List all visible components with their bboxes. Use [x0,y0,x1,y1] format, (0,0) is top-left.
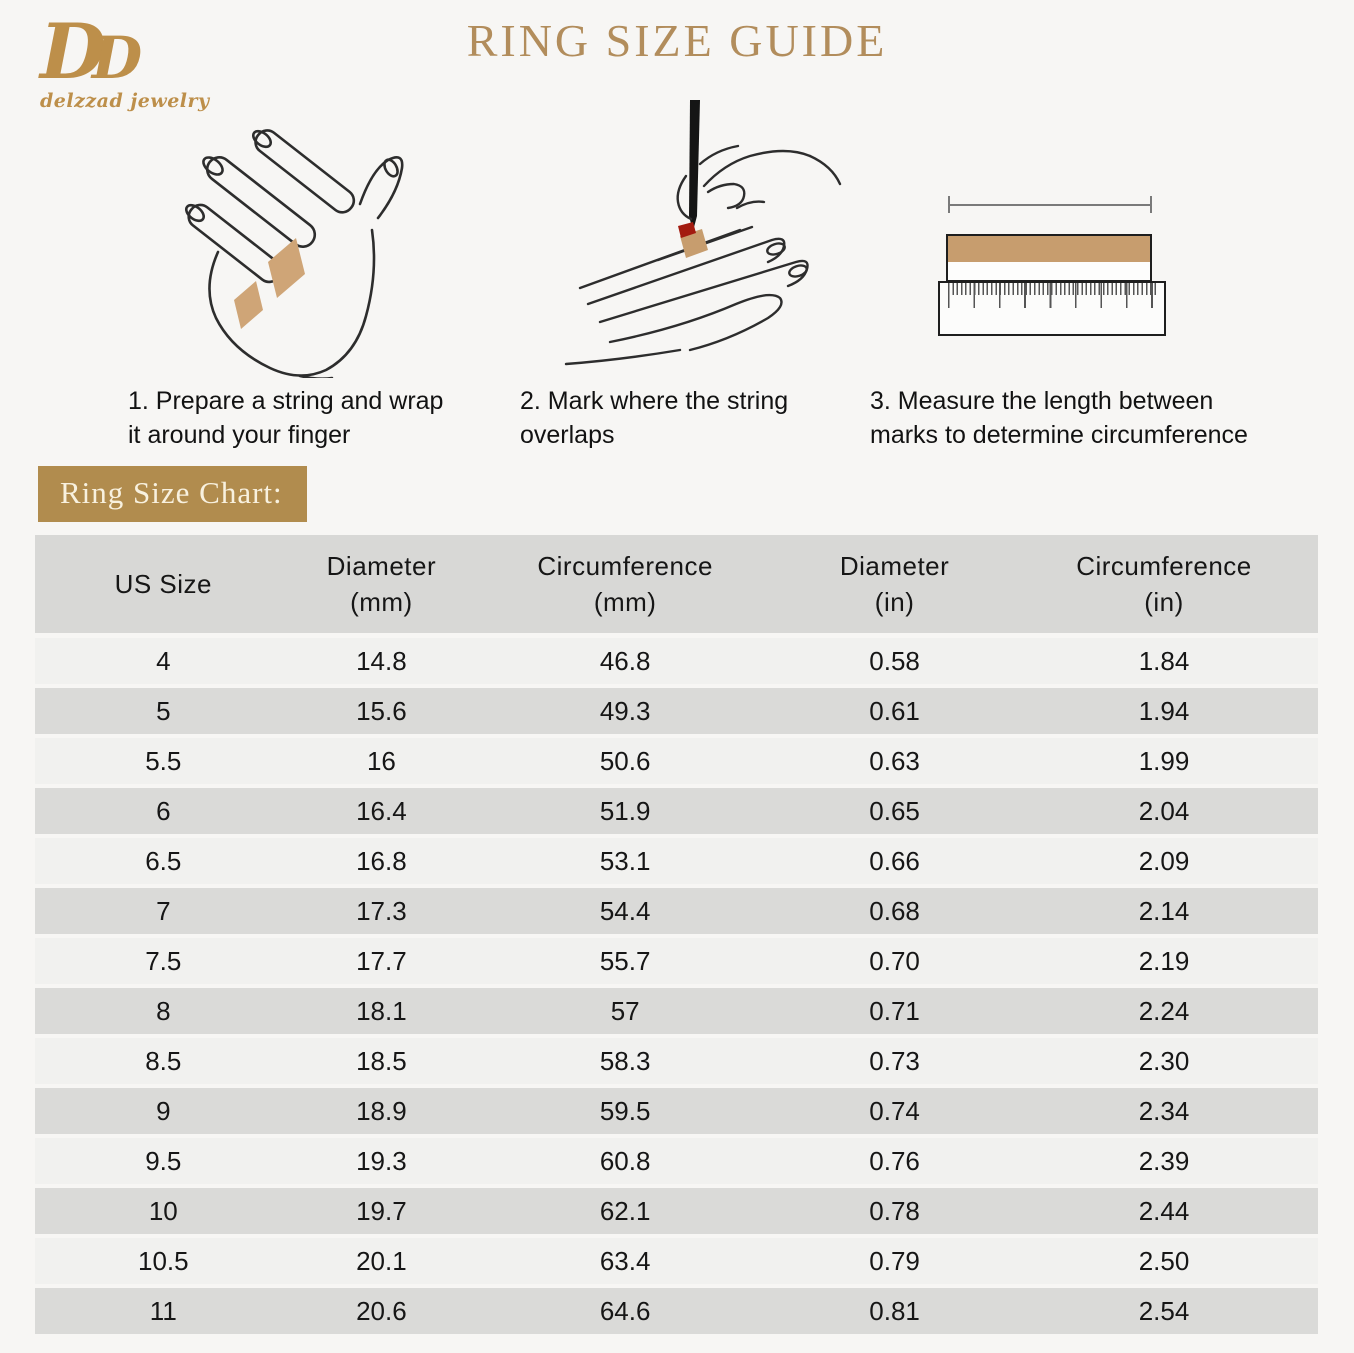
hand-string-icon [150,112,470,378]
table-cell: 5 [156,695,171,726]
page-title: RING SIZE GUIDE [466,15,888,66]
step-caption-1 [128,384,488,452]
header-line: Circumference [1076,551,1252,581]
table-cell: 2.19 [1138,945,1190,976]
table-row [35,1088,1318,1134]
table-cell: 9.5 [145,1145,182,1176]
table-cell: 16 [366,745,396,776]
table-cell: 0.58 [869,645,920,676]
ruler-icon [938,281,1166,336]
table-cell: 0.68 [869,895,920,926]
table-row [35,1238,1318,1284]
table-cell: 50.6 [599,745,651,776]
table-cell: 2.39 [1138,1145,1190,1176]
table-cell: 49.3 [599,695,651,726]
table-cell: 2.14 [1138,895,1190,926]
step-caption-2 [520,384,850,452]
table-cell: 2.50 [1138,1245,1190,1276]
table-cell: 0.78 [869,1195,920,1226]
table-cell: 15.6 [356,695,407,726]
table-cell: 54.4 [599,895,651,926]
table-cell: 8 [156,995,171,1026]
table-cell: 57 [610,995,640,1026]
table-row [35,638,1318,684]
table-cell: 19.7 [356,1195,407,1226]
header-line: Diameter [326,551,437,581]
step-caption-line: marks to determine circumference [870,421,1248,449]
table-cell: 1.84 [1138,645,1190,676]
table-cell: 0.74 [869,1095,920,1126]
table-cell: 16.4 [356,795,407,826]
table-cell: 6.5 [145,845,182,876]
table-cell: 64.6 [599,1295,651,1326]
measure-line-end [1150,196,1152,213]
table-cell: 7 [156,895,171,926]
table-cell: 0.73 [869,1045,920,1076]
header-line: (mm) [350,587,413,617]
header-line: US Size [114,569,212,599]
table-cell: 10 [148,1195,178,1226]
table-cell: 18.5 [356,1045,407,1076]
ring-size-table [35,535,1318,1338]
chart-section-label: Ring Size Chart: [38,466,307,522]
marker-pen [689,100,700,216]
table-row [35,938,1318,984]
step-caption-line: overlaps [520,421,615,449]
ruler-ticks-big [948,283,1156,308]
table-row [35,688,1318,734]
table-cell: 2.44 [1138,1195,1190,1226]
header-circumference-mm [471,535,779,633]
header-us-size [35,535,292,633]
table-cell: 18.1 [356,995,407,1026]
table-cell: 60.8 [599,1145,651,1176]
table-cell: 17.7 [356,945,407,976]
step-caption-line: 3. Measure the length between [870,387,1214,415]
header-line: Circumference [537,551,713,581]
table-cell: 0.61 [869,695,920,726]
pen-mark-illustration [540,98,850,382]
string-strip [946,234,1152,282]
table-cell: 20.6 [356,1295,407,1326]
table-cell: 2.04 [1138,795,1190,826]
table-cell: 8.5 [145,1045,182,1076]
header-line: (mm) [593,587,657,617]
table-cell: 20.1 [356,1245,407,1276]
header-line: (in) [1144,587,1184,617]
table-cell: 55.7 [599,945,651,976]
table-cell: 2.24 [1138,995,1190,1026]
size-table-body [35,638,1318,1334]
table-row [35,1288,1318,1334]
table-cell: 9 [156,1095,171,1126]
table-cell: 0.65 [869,795,920,826]
table-cell: 2.34 [1138,1095,1190,1126]
logo-d2: D [91,24,129,92]
header-line: Diameter [839,551,950,581]
table-cell: 62.1 [599,1195,651,1226]
table-cell: 53.1 [599,845,651,876]
table-row [35,788,1318,834]
table-header-row [35,535,1318,633]
header-diameter-mm [292,535,472,633]
header-line: (in) [874,587,915,617]
table-row [35,738,1318,784]
step-caption-line: it around your finger [128,421,351,449]
table-cell: 11 [149,1295,177,1326]
table-cell: 2.30 [1138,1045,1190,1076]
step-caption-line: 2. Mark where the string [520,387,789,415]
table-row [35,838,1318,884]
table-row [35,1188,1318,1234]
table-cell: 1.94 [1138,695,1190,726]
table-row [35,1038,1318,1084]
table-cell: 17.3 [356,895,407,926]
table-cell: 5.5 [145,745,182,776]
header-circumference-in [1010,535,1318,633]
table-cell: 10.5 [137,1245,189,1276]
table-cell: 14.8 [356,645,407,676]
table-cell: 4 [156,645,171,676]
step-caption-3 [870,384,1320,452]
table-cell: 46.8 [599,645,651,676]
logo-d1: D [40,7,92,96]
table-cell: 0.63 [869,745,920,776]
string-wrap-band [234,281,263,329]
table-cell: 0.79 [869,1245,920,1276]
table-cell: 0.70 [869,945,920,976]
table-cell: 51.9 [599,795,651,826]
table-cell: 63.4 [599,1245,651,1276]
table-cell: 0.81 [869,1295,920,1326]
pen-mark-icon [540,98,850,382]
measure-line [948,204,1152,206]
step-caption-line: 1. Prepare a string and wrap [128,387,444,415]
measure-line-end [948,196,950,213]
table-cell: 59.5 [599,1095,651,1126]
table-row [35,888,1318,934]
table-cell: 1.99 [1138,745,1190,776]
hand-string-illustration [150,112,470,378]
table-row [35,1138,1318,1184]
table-cell: 2.09 [1138,845,1190,876]
table-cell: 19.3 [356,1145,407,1176]
table-cell: 6 [156,795,171,826]
table-cell: 18.9 [356,1095,407,1126]
table-row [35,988,1318,1034]
table-cell: 0.76 [869,1145,920,1176]
table-cell: 0.66 [869,845,920,876]
table-cell: 58.3 [599,1045,651,1076]
table-cell: 16.8 [356,845,407,876]
header-diameter-in [779,535,1010,633]
logo-name: delzzad jewelry [40,90,210,112]
table-cell: 7.5 [145,945,182,976]
table-cell: 0.71 [869,995,920,1026]
table-cell: 2.54 [1138,1295,1190,1326]
